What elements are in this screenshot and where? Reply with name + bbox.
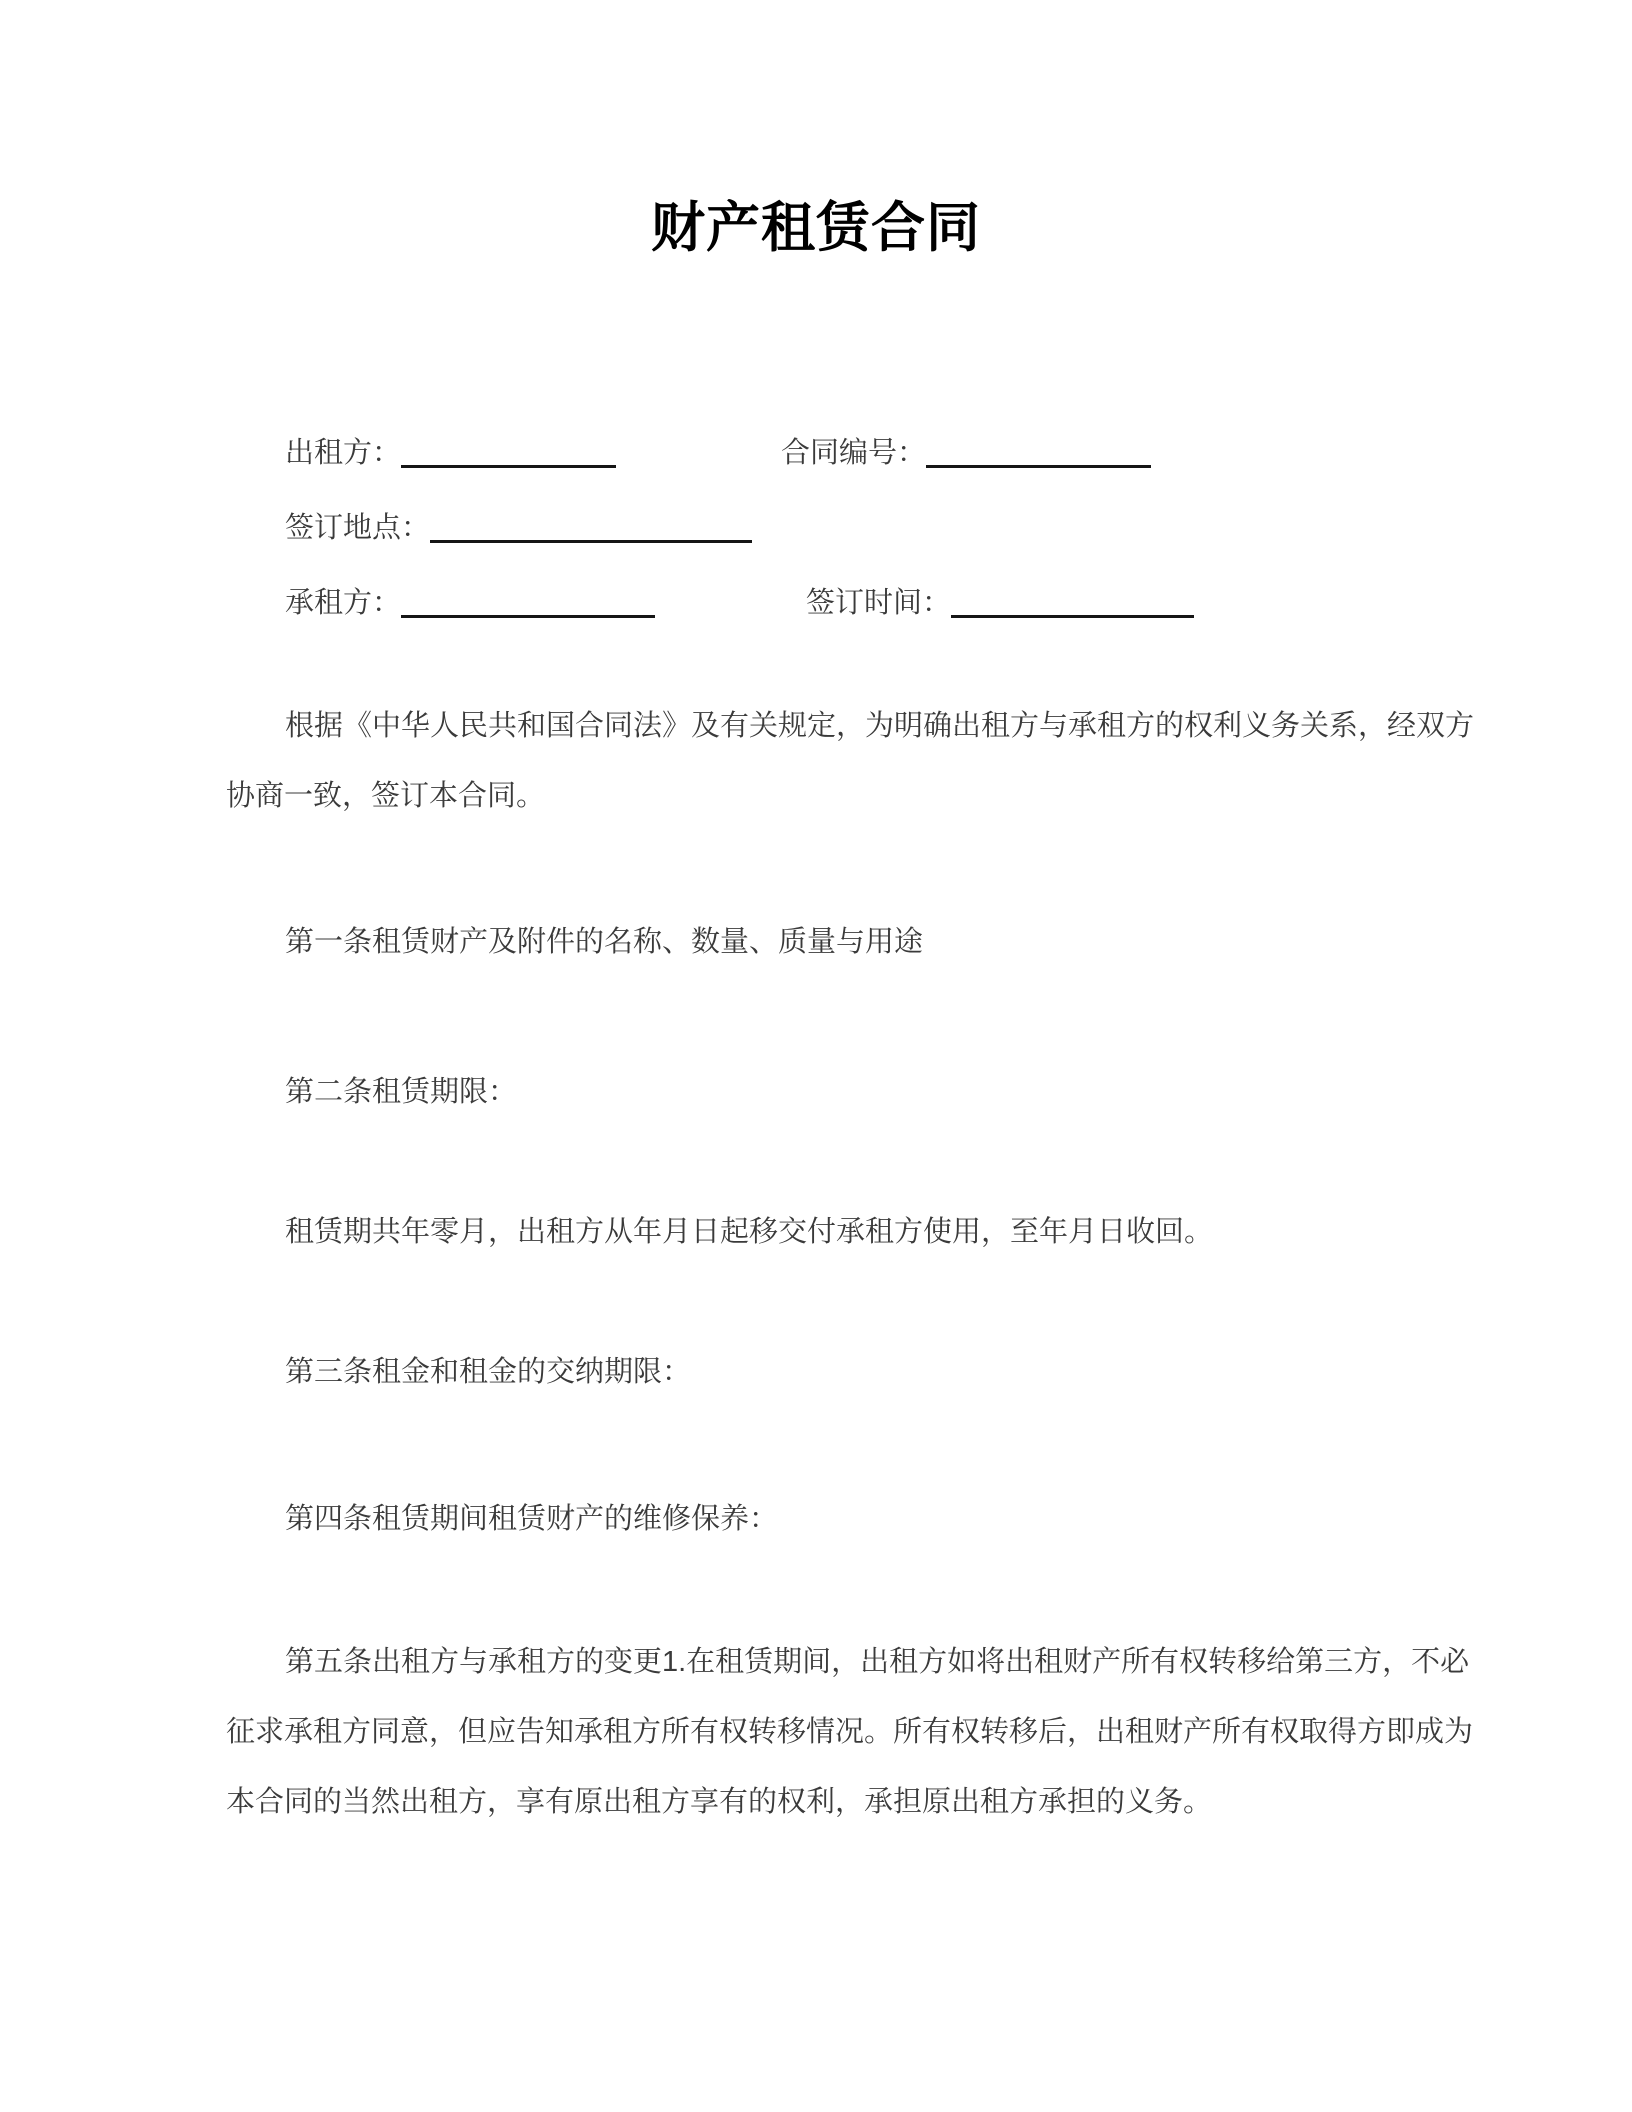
field-sign-time-label: 签订时间： [806,587,952,619]
intro-paragraph [226,691,1475,831]
field-lessee [285,566,806,641]
clause-4 [226,1484,1406,1554]
clause-3-line: 第三条租金和租金的交纳期限： [285,1356,692,1388]
clause-1-line: 第一条租赁财产及附件的名称、数量、质量与用途 [285,926,924,958]
field-lessor-blank[interactable] [401,441,616,468]
clause-5-line-3: 本合同的当然出租方，享有原出租方享有的权利，承担原出租方承担的义务。 [226,1786,1213,1818]
field-lessor-label: 出租方： [285,437,402,469]
field-sign-place-label: 签订地点： [285,512,431,544]
field-sign-place [285,491,752,566]
clause-3 [226,1337,1406,1407]
clause-1 [226,907,1406,977]
field-contract-no-blank[interactable] [926,441,1151,468]
field-lessor [285,416,781,491]
contract-header-form [226,416,1406,641]
lease-term-paragraph [226,1197,1406,1267]
field-lessee-blank[interactable] [401,591,655,618]
clause-5-line-2: 征求承租方同意，但应告知承租方所有权转移情况。所有权转移后，出租财产所有权取得方即成为 [226,1716,1474,1748]
clause-5 [226,1627,1474,1837]
intro-line-1: 根据《中华人民共和国合同法》及有关规定，为明确出租方与承租方的权利义务关系，经双方 [285,710,1475,742]
field-sign-time [806,566,1194,641]
field-contract-no [781,416,1151,491]
field-sign-place-blank[interactable] [430,516,752,543]
field-contract-no-label: 合同编号： [781,437,927,469]
clause-2 [226,1057,1406,1127]
lease-term-line: 租赁期共年零月，出租方从年月日起移交付承租方使用，至年月日收回。 [285,1216,1214,1248]
clause-4-line: 第四条租赁期间租赁财产的维修保养： [285,1503,779,1535]
field-lessee-label: 承租方： [285,587,402,619]
form-row-3 [226,566,1406,641]
field-sign-time-blank[interactable] [951,591,1194,618]
clause-2-line: 第二条租赁期限： [285,1076,518,1108]
intro-line-2: 协商一致，签订本合同。 [226,780,546,812]
document-title: 财产租赁合同 [651,198,981,258]
clause-5-line-1: 第五条出租方与承租方的变更1.在租赁期间，出租方如将出租财产所有权转移给第三方，不必 [285,1646,1470,1678]
form-row-2 [226,491,1406,566]
form-row-1 [226,416,1406,491]
